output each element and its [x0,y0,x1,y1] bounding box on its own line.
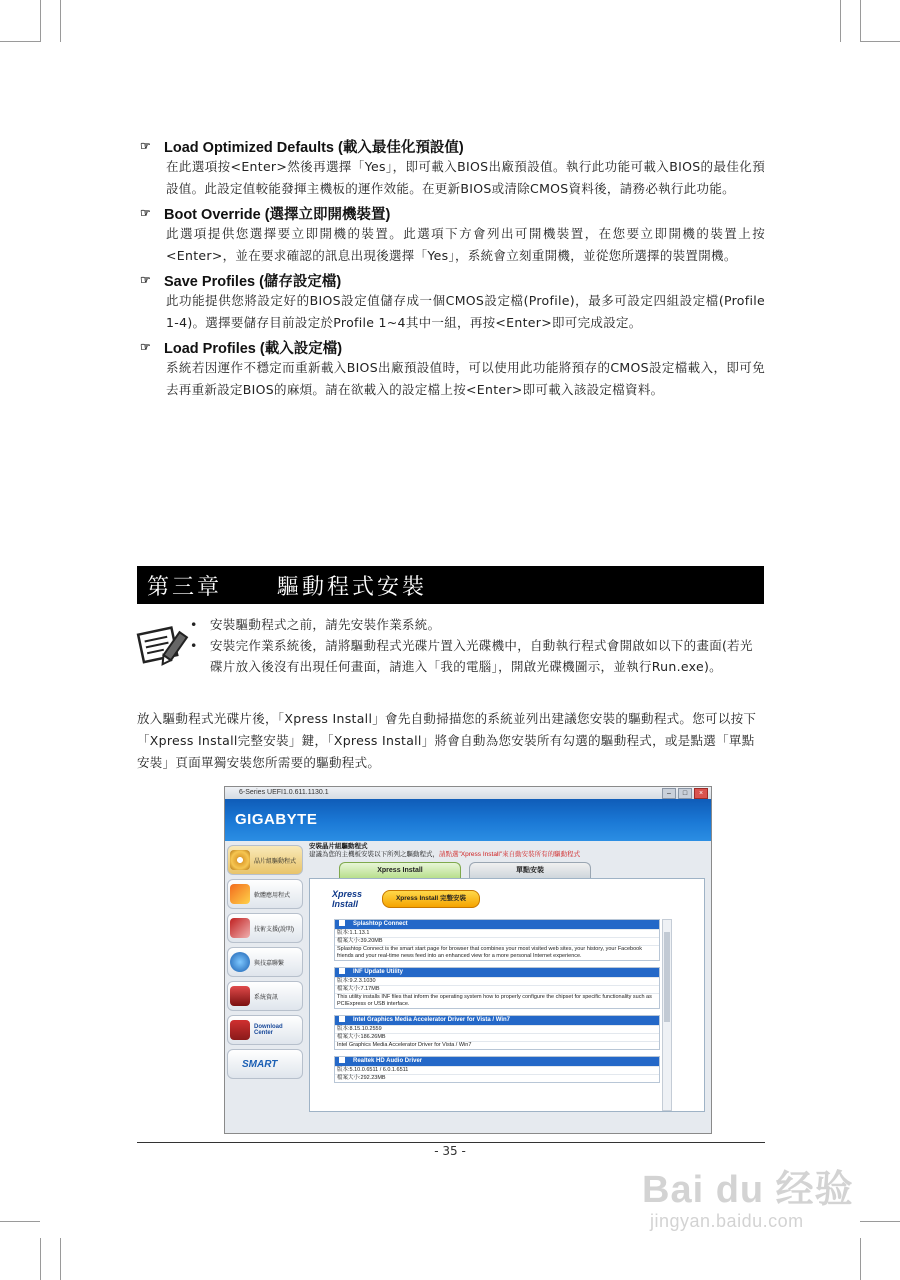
driver-item[interactable] [334,967,660,1009]
minimize-icon[interactable]: – [662,788,676,799]
driver-name: Intel Graphics Media Accelerator Driver for Vista / Win7 [353,1017,510,1023]
option-description: 此選項提供您選擇要立即開機的裝置。此選項下方會列出可開機裝置，在您要立即開機的裝置上按<Enter>，並在要求確認的訊息出現後選擇「Yes」，系統會立刻重開機，並從您所選擇的裝置開機。 [166,226,765,263]
note-text: 安裝驅動程式之前，請先安裝作業系統。 [210,617,441,632]
checkbox-checked-icon[interactable] [339,920,345,926]
driver-title[interactable] [335,968,659,977]
crop-mark [0,41,40,42]
intro-paragraph: 放入驅動程式光碟片後，「Xpress Install」會先自動掃描您的系統並列出建議您安裝的驅動程式。您可以按下「Xpress Install完整安裝」鍵，「Xpress Install」將會自動為您安裝所有勾選的驅動程式，或是點選「單點安裝」頁面單獨安裝您所需要的驅動程式。 [137,711,757,770]
software-icon [230,884,250,904]
scrollbar-thumb[interactable] [664,932,670,1022]
option-title [140,270,765,290]
installer-content [309,841,705,1129]
driver-version: 版本:5.10.0.6511 / 6.0.1.6511 [335,1066,659,1074]
installer-sidebar [225,841,305,1133]
content-title: 安裝晶片組驅動程式 [309,843,368,850]
driver-description: Intel Graphics Media Accelerator Driver for Vista / Win7 [335,1041,659,1049]
subheading-note: 請點選"Xpress Install"來自動安裝所有的驅動程式 [439,851,581,858]
driver-size: 檔案大小:39.20MB [335,937,659,945]
driver-item[interactable] [334,1056,660,1083]
driver-description: This utility installs INF files that inform the operating system how to properly configure the chipset for specific functionality such as PCIExpress or USB interface. [335,993,659,1008]
pointing-hand-icon: ☞ [140,139,151,153]
driver-item[interactable] [334,919,660,961]
content-subheading: 建議為您的主機板安裝以下所列之驅動程式，請點選"Xpress Install"來自動安裝所有的驅動程式 [309,851,581,858]
bios-option-list [140,136,765,400]
xpress-install-logo [332,889,370,909]
option-description: 在此選項按<Enter>然後再選擇「Yes」，即可載入BIOS出廠預設值。執行此功能可載入BIOS的最佳化預設值。此設定值較能發揮主機板的運作效能。在更新BIOS或清除CMOS資料後，請務必執行此功能。 [166,159,765,196]
option-title-text: Load Profiles (載入設定檔) [164,340,343,357]
sidebar-item-software[interactable] [227,879,303,909]
sidebar-label: 系統資訊 [254,994,279,1001]
logo-line: Install [332,899,359,909]
window-controls [662,788,708,799]
option-title [140,337,765,357]
page-number: - 35 - [434,1144,466,1158]
bios-option [140,136,765,199]
cd-icon [230,850,250,870]
crop-mark [60,1238,61,1280]
tab-bar [309,862,705,878]
computer-icon [230,986,250,1006]
crop-mark [860,0,861,42]
crop-mark [60,0,61,42]
installer-screenshot [224,786,712,1134]
baidu-watermark [640,1158,890,1238]
watermark-url: jingyan.baidu.com [650,1211,804,1231]
bios-option [140,270,765,333]
driver-name: INF Update Utility [353,969,404,975]
logo-line: Xpress [332,889,363,899]
chapter-heading [137,566,764,604]
sidebar-item-support[interactable] [227,913,303,943]
sidebar-item-download-center[interactable] [227,1015,303,1045]
driver-list [334,919,660,1089]
content-heading [309,841,705,859]
chapter-title: 驅動程式安裝 [277,574,428,600]
option-description: 此功能提供您將設定好的BIOS設定值儲存成一個CMOS設定檔(Profile)，最多可設定四組設定檔(Profile 1-4)。選擇要儲存目前設定於Profile 1~4其中一組，再按<Enter>即可完成設定。 [166,293,765,330]
sidebar-label: 軟體應用程式 [254,892,291,899]
pointing-hand-icon: ☞ [140,206,151,220]
install-notes [190,614,765,677]
driver-name: Splashtop Connect [353,921,408,927]
chapter-number: 第三章 [147,574,223,600]
tab-xpress-install[interactable]: Xpress Install [339,862,461,878]
driver-version: 版本:9.2.3.1030 [335,977,659,985]
driver-size: 檔案大小:7.17MB [335,985,659,993]
pointing-hand-icon: ☞ [140,340,151,354]
driver-size: 檔案大小:292.23MB [335,1074,659,1082]
driver-panel [309,878,705,1112]
sidebar-label: Download Center [254,1024,283,1036]
bios-option [140,337,765,400]
brand-header: GIGABYTE [225,799,711,841]
crop-mark [860,1238,861,1280]
driver-version: 版本:8.15.10.2559 [335,1025,659,1033]
footer-rule [137,1142,765,1143]
watermark-logo: Bai du 经验 [642,1169,854,1211]
crop-mark [840,0,841,42]
option-title [140,203,765,223]
driver-title[interactable] [335,1057,659,1066]
crop-mark [40,0,41,42]
crop-mark [0,1221,40,1222]
option-title [140,136,765,156]
bullet-icon: • [190,638,198,653]
note-item [190,635,765,677]
checkbox-checked-icon[interactable] [339,1057,345,1063]
crop-mark [860,41,900,42]
window-title: 6-Series UEFI1.0.611.1130.1 [239,789,329,796]
sidebar-label: 晶片組驅動程式 [254,858,297,865]
driver-description: Splashtop Connect is the smart start page for browser that combines your most visited web sites, your history, your Facebook friends and your real-time news feed into an enhanced view for a more personal Internet experience. [335,945,659,960]
note-item [190,614,765,635]
driver-title[interactable] [335,920,659,929]
tab-single-install[interactable]: 單點安裝 [469,862,591,878]
bullet-icon: • [190,617,198,632]
pointing-hand-icon: ☞ [140,273,151,287]
option-description: 系統若因運作不穩定而重新載入BIOS出廠預設值時，可以使用此功能將預存的CMOS設定檔載入，即可免去再重新設定BIOS的麻煩。請在欲載入的設定檔上按<Enter>即可載入該設定檔資料。 [166,360,765,397]
sidebar-item-chipset-drivers[interactable] [227,845,303,875]
note-text: 安裝完作業系統後，請將驅動程式光碟片置入光碟機中，自動執行程式會開啟如以下的畫面(若光碟片放入後沒有出現任何畫面，請進入「我的電腦」，開啟光碟機圖示，並執行Run.exe)。 [210,638,753,674]
xpress-install-button[interactable]: Xpress Install 完整安裝 [382,890,480,908]
crop-mark [40,1238,41,1280]
option-title-text: Boot Override (選擇立即開機裝置) [164,206,391,223]
note-pencil-icon [133,622,191,670]
globe-icon [230,952,250,972]
checkbox-checked-icon[interactable] [339,1016,345,1022]
driver-list-scrollbar[interactable] [662,919,672,1111]
sidebar-label: 技術支援(說明) [254,926,294,933]
bios-option [140,203,765,266]
sidebar-label: 與技嘉聯繫 [254,960,285,967]
driver-item[interactable] [334,1015,660,1050]
driver-title[interactable] [335,1016,659,1025]
window-titlebar [225,787,711,799]
sidebar-item-system-info[interactable] [227,981,303,1011]
option-title-text: Save Profiles (儲存設定檔) [164,273,342,290]
download-icon [230,1020,250,1040]
subheading-text: 建議為您的主機板安裝以下所列之驅動程式 [309,851,433,858]
sidebar-item-contact[interactable] [227,947,303,977]
tools-icon [230,918,250,938]
checkbox-checked-icon[interactable] [339,968,345,974]
smart-logo: SMART [242,1058,278,1070]
driver-size: 檔案大小:186.26MB [335,1033,659,1041]
maximize-icon[interactable]: □ [678,788,692,799]
close-icon[interactable]: × [694,788,708,799]
driver-version: 版本:1.1.13.1 [335,929,659,937]
sidebar-item-smart[interactable] [227,1049,303,1079]
driver-name: Realtek HD Audio Driver [353,1058,423,1064]
option-title-text: Load Optimized Defaults (載入最佳化預設值) [164,139,464,156]
